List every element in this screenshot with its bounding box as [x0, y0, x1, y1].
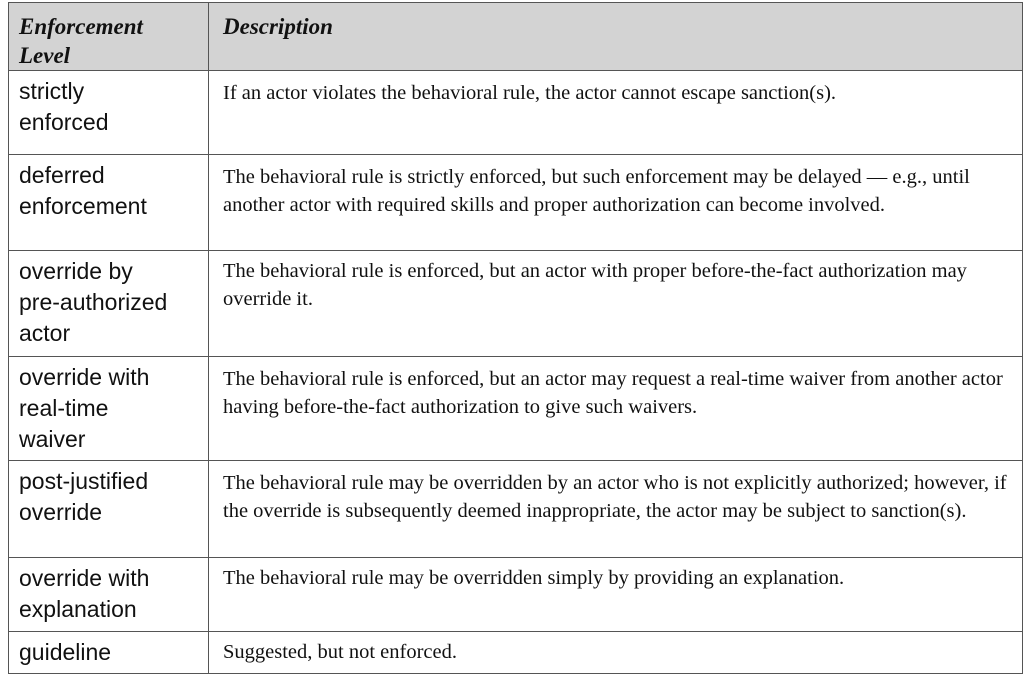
level-text: guideline [19, 639, 112, 665]
row-level-guideline [9, 632, 209, 674]
row-description: If an actor violates the behavioral rule, the actor cannot escape sanction(s). [209, 71, 1023, 155]
table-row [9, 558, 1023, 632]
level-text: override with real-time waiver [19, 364, 150, 452]
table-body [9, 71, 1023, 674]
row-description: The behavioral rule is strictly enforced, but such enforcement may be delayed — e.g., until another actor with required skills and proper authorization can become involved. [209, 155, 1023, 251]
row-description: The behavioral rule is enforced, but an actor may request a real-time waiver from another actor having before-the-fact authorization to give such waivers. [209, 357, 1023, 461]
row-level-override-with-explanation [9, 558, 209, 632]
row-level-override-by-pre-authorized-actor [9, 251, 209, 357]
row-description: The behavioral rule may be overridden simply by providing an explanation. [209, 558, 1023, 632]
level-text: strictly enforced [19, 78, 109, 135]
row-level-post-justified-override [9, 461, 209, 558]
table-row [9, 632, 1023, 674]
row-level-deferred-enforcement [9, 155, 209, 251]
header-enforcement-level-text: Enforcement Level [19, 14, 143, 68]
level-text: override with explanation [19, 565, 150, 622]
table-row [9, 71, 1023, 155]
row-level-override-with-real-time-waiver [9, 357, 209, 461]
table-row [9, 155, 1023, 251]
level-text: post-justified override [19, 468, 149, 525]
header-description: Description [209, 3, 1023, 71]
level-text: deferred enforcement [19, 162, 147, 219]
level-text: override by pre-authorized actor [19, 258, 168, 346]
header-row [9, 3, 1023, 71]
enforcement-levels-table [8, 2, 1023, 674]
table-row [9, 357, 1023, 461]
table-header [9, 3, 1023, 71]
row-description: The behavioral rule may be overridden by an actor who is not explicitly authorized; however, if the override is subsequently deemed inappropriate, the actor may be subject to sanction(s). [209, 461, 1023, 558]
row-level-strictly-enforced [9, 71, 209, 155]
row-description: Suggested, but not enforced. [209, 632, 1023, 674]
header-enforcement-level [9, 3, 209, 71]
table-row [9, 251, 1023, 357]
row-description: The behavioral rule is enforced, but an actor with proper before-the-fact authorization may override it. [209, 251, 1023, 357]
table-row [9, 461, 1023, 558]
